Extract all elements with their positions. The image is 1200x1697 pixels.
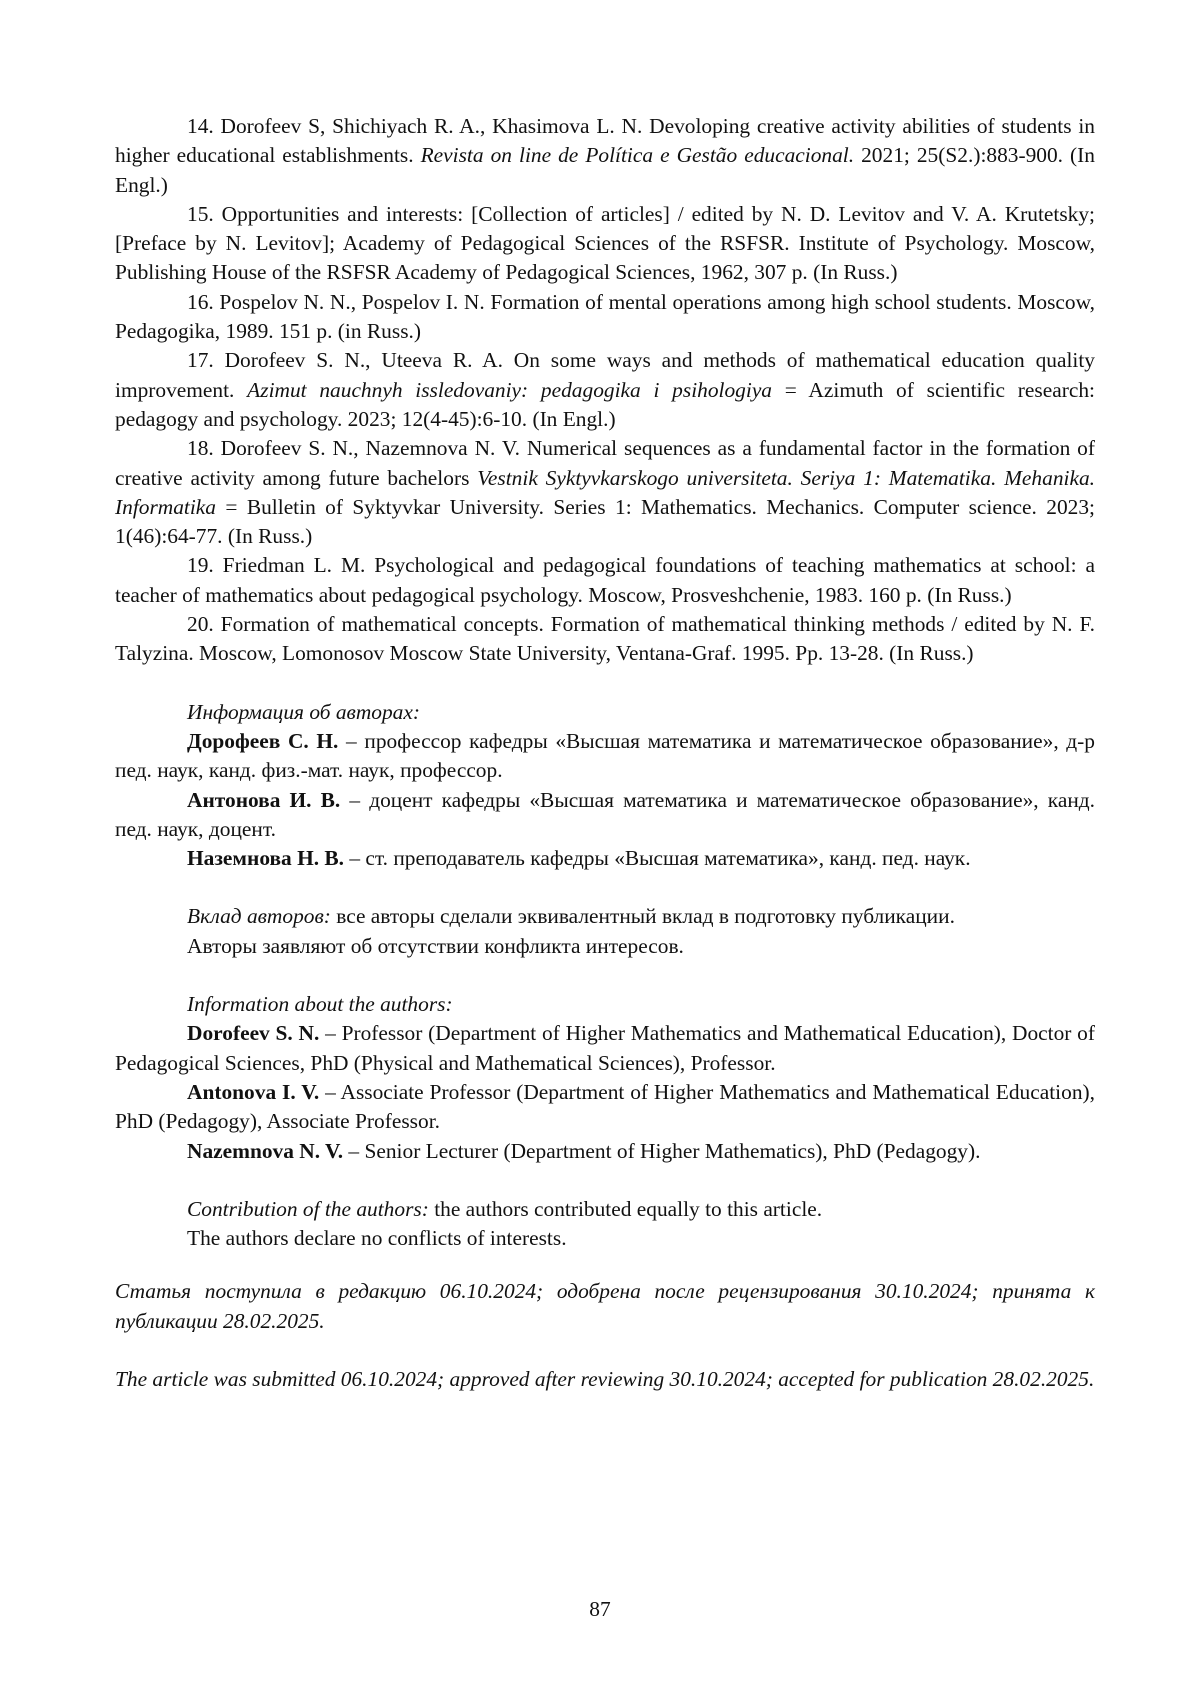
contribution-ru bbox=[115, 902, 1095, 961]
page-number: 87 bbox=[589, 1597, 611, 1621]
contribution-en bbox=[115, 1195, 1095, 1254]
page-body bbox=[115, 112, 1095, 1394]
authors-heading-en: Information about the authors: bbox=[187, 992, 453, 1017]
article-dates-en: The article was submitted 06.10.2024; approved after reviewing 30.10.2024; accepted for publication 28.02.2025. bbox=[115, 1366, 1095, 1391]
authors-info-ru bbox=[115, 698, 1095, 874]
author-entry: Dorofeev S. N. – Professor (Department of Higher Mathematics and Mathematical Education), Doctor of Pedagogical Sciences, PhD (Physical and Mathematical Sciences), Professor. bbox=[115, 1021, 1095, 1075]
contribution-statement-ru: Вклад авторов: все авторы сделали эквивалентный вклад в подготовку публикации. bbox=[187, 904, 955, 929]
author-entry: Antonova I. V. – Associate Professor (Department of Higher Mathematics and Mathematical Education), PhD (Pedagogy), Associate Professor. bbox=[115, 1079, 1095, 1134]
author-entry: Антонова И. В. – доцент кафедры «Высшая математика и математическое образование», канд. пед. наук, доцент. bbox=[115, 787, 1095, 841]
author-entry: Наземнова Н. В. – ст. преподаватель кафедры «Высшая математика», канд. пед. наук. bbox=[187, 846, 971, 871]
author-entry: Дорофеев С. Н. – профессор кафедры «Высшая математика и математическое образование», д-р пед. наук, канд. физ.-мат. наук, профессор. bbox=[115, 728, 1095, 783]
reference-item: 19. Friedman L. M. Psychological and pedagogical foundations of teaching mathematics at school: a teacher of mathematics about pedagogical psychology. Moscow, Prosveshchenie, 1983. 160 p. (In Russ.) bbox=[115, 553, 1095, 607]
conflict-statement-ru: Авторы заявляют об отсутствии конфликта интересов. bbox=[187, 933, 684, 958]
reference-item: 15. Opportunities and interests: [Collection of articles] / edited by N. D. Levitov and V. A. Krutetsky; [Preface by N. Levitov]; Academy of Pedagogical Sciences of the RSFSR. Institute of Psychology. Moscow, Publishing House of the RSFSR Academy of Pedagogical Sciences, 1962, 307 p. (In Russ.) bbox=[115, 201, 1095, 285]
reference-item: 16. Pospelov N. N., Pospelov I. N. Formation of mental operations among high school students. Moscow, Pedagogika, 1989. 151 p. (in Russ.) bbox=[115, 289, 1095, 344]
article-dates-ru: Статья поступила в редакцию 06.10.2024; одобрена после рецензирования 30.10.2024; принята к публикации 28.02.2025. bbox=[115, 1279, 1095, 1333]
references-list bbox=[115, 112, 1095, 669]
reference-item: 18. Dorofeev S. N., Nazemnova N. V. Numerical sequences as a fundamental factor in the formation of creative activity among future bachelors Vestnik Syktyvkarskogo universiteta. Seriya 1: Matematika. Mehanika. Informatika = Bulletin of Syktyvkar University. Series 1: Mathematics. Mechanics. Computer science. 2023; 1(46):64-77. (In Russ.) bbox=[115, 436, 1095, 549]
authors-info-en bbox=[115, 990, 1095, 1166]
reference-item: 20. Formation of mathematical concepts. Formation of mathematical thinking methods / edited by N. F. Talyzina. Moscow, Lomonosov Moscow State University, Ventana-Graf. 1995. Pp. 13-28. (In Russ.) bbox=[115, 612, 1095, 666]
contribution-statement-en: Contribution of the authors: the authors contributed equally to this article. bbox=[187, 1196, 823, 1221]
reference-item: 14. Dorofeev S, Shichiyach R. A., Khasimova L. N. Devoloping creative activity abilities of students in higher educational establishments. Revista on line de Política e Gestão educacional. 2021; 25(S2.):883-900. (In Engl.) bbox=[115, 114, 1095, 197]
authors-heading-ru: Информация об авторах: bbox=[187, 699, 420, 724]
conflict-statement-en: The authors declare no conflicts of interests. bbox=[187, 1226, 567, 1251]
reference-item: 17. Dorofeev S. N., Uteeva R. A. On some ways and methods of mathematical education quality improvement. Azimut nauchnyh issledovaniy: pedagogika i psihologiya = Azimuth of scientific research: pedagogy and psychology. 2023; 12(4-45):6-10. (In Engl.) bbox=[115, 348, 1095, 431]
author-entry: Nazemnova N. V. – Senior Lecturer (Department of Higher Mathematics), PhD (Pedagogy). bbox=[187, 1138, 981, 1163]
